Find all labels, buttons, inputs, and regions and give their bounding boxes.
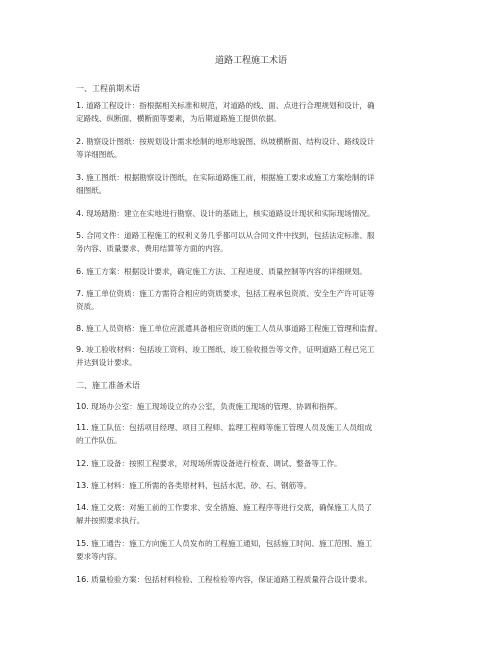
term-item-4: 4. 现场踏勘：建立在实地进行勘察、设计的基础上，核实道路设计现状和实际现场情况。 [76, 209, 375, 218]
term-item-15: 15. 施工通告：施工方向施工人员发布的工程施工通知，包括施工时间、施工范围、施工 要求等内容。 [76, 539, 373, 561]
term-item-10: 10. 现场办公室：施工现场设立的办公室，负责施工现场的管理、协调和指挥。 [76, 402, 342, 411]
term-item-11: 11. 施工队伍：包括项目经理、项目工程师、监理工程师等施工管理人员及施工人员组成 的工作队伍。 [76, 423, 373, 445]
term-item-3: 3. 施工图纸：根据勘察设计图纸，在实际道路施工前，根据施工要求或施工方案绘制的详 细图纸。 [76, 173, 375, 195]
term-item-14: 14. 施工交底：对施工前的工作要求、安全措施、施工程序等进行交底，确保施工人员了 解并按照要求执行。 [76, 503, 373, 525]
term-item-8: 8. 施工人员资格：施工单位应派遣具备相应资质的施工人员从事道路工程施工管理和监督。 [76, 324, 383, 333]
term-item-16: 16. 质量检验方案：包括材料检验、工程检验等内容，保证道路工程质量符合设计要求。 [76, 575, 373, 584]
term-item-5: 5. 合同文件：道路工程施工的权利义务几乎都可以从合同文件中找到，包括法定标准、服 务内容、质量要求、费用结算等方面的内容。 [76, 231, 375, 253]
term-item-13: 13. 施工材料：施工所需的各类原材料，包括水泥、砂、石、钢筋等。 [76, 481, 312, 490]
term-item-12: 12. 施工设备：按照工程要求，对现场所需设备进行检查、调试、整备等工作。 [76, 459, 342, 468]
term-item-6: 6. 施工方案：根据设计要求，确定施工方法、工程进度、质量控制等内容的详细规划。 [76, 267, 368, 276]
term-item-2: 2. 勘察设计图纸：按规划设计需求绘制的地形地貌图、纵坡横断面、结构设计、路线设计 等详细图纸。 [76, 137, 375, 159]
term-item-9: 9. 竣工验收材料：包括竣工资料、竣工图纸、竣工验收报告等文件，证明道路工程已完工 并达到设计要求。 [76, 345, 375, 367]
document-title: 道路工程施工术语 [214, 56, 287, 66]
section-heading-1: 一、工程前期术语 [76, 84, 140, 93]
section-heading-2: 二、施工准备术语 [76, 381, 140, 390]
term-item-7: 7. 施工单位资质：施工方需符合相应的资质要求，包括工程承包资质、安全生产许可证等 资质。 [76, 289, 375, 311]
term-item-1: 1. 道路工程设计：指根据相关标准和规范，对道路的线、面、点进行合理规划和设计，确 定路线、纵断面、横断面等要素，为后期道路施工提供依据。 [76, 101, 375, 123]
